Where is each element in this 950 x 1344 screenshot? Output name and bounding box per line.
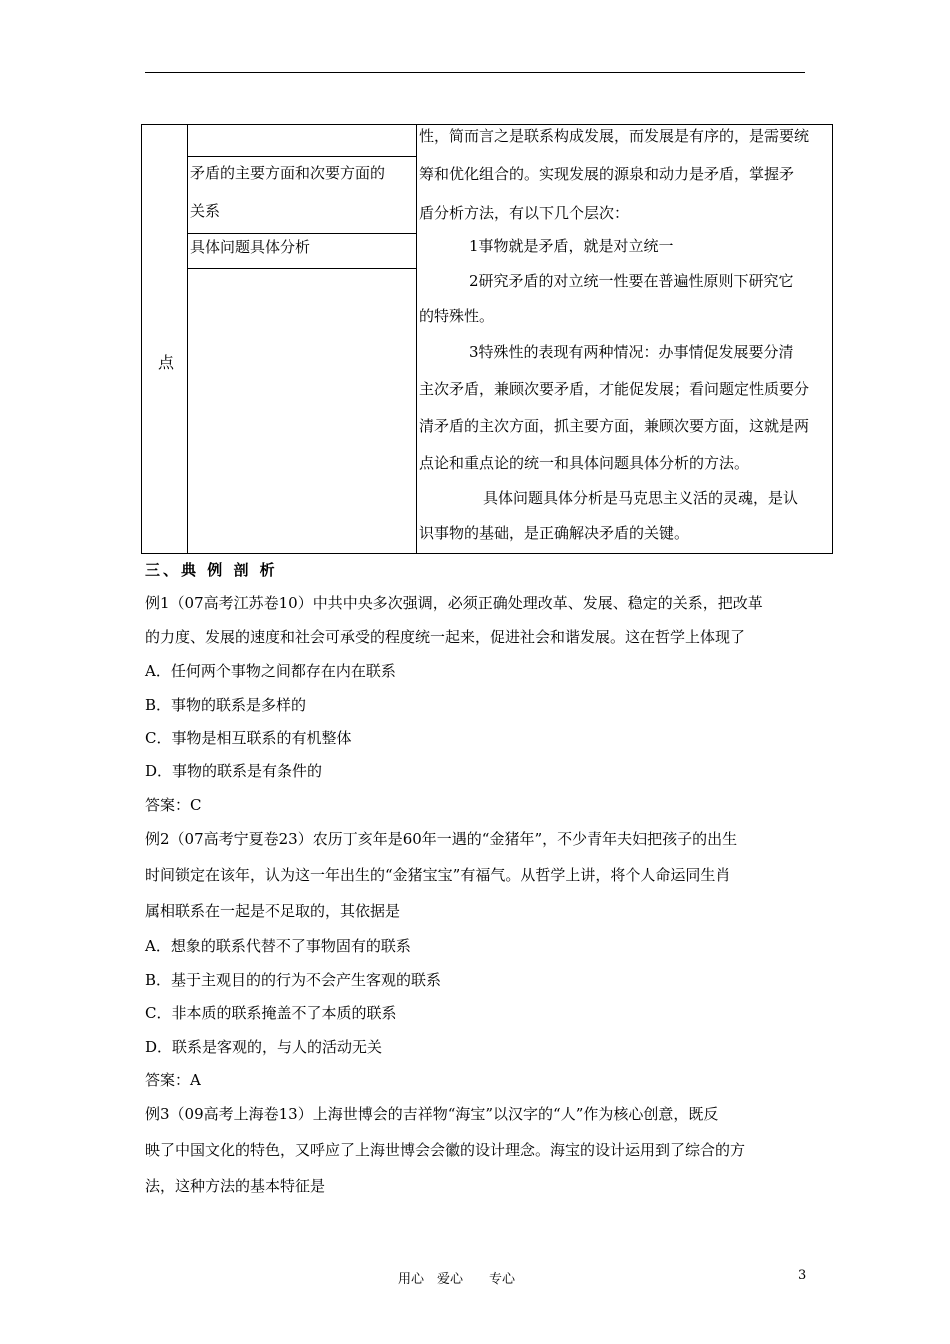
table-row-line-3 bbox=[188, 268, 416, 269]
footer-motto: 用心 爱心 专心 bbox=[398, 1272, 516, 1287]
example-2-stem-line1: 例2（07高考宁夏卷23）农历丁亥年是60年一遇的“金猪年”，不少青年夫妇把孩子的出生 bbox=[145, 830, 738, 848]
example-3-stem-line1: 例3（09高考上海卷13）上海世博会的吉祥物“海宝”以汉字的“人”作为核心创意，既反 bbox=[145, 1105, 719, 1123]
table-divider-right bbox=[416, 124, 417, 554]
example-1-stem-line1: 例1（07高考江苏卷10）中共中央多次强调，必须正确处理改革、发展、稳定的关系，把改革 bbox=[145, 594, 763, 612]
table-row-line-2 bbox=[188, 233, 416, 234]
table-right-line: 筹和优化组合的。实现发展的源泉和动力是矛盾，掌握矛 bbox=[419, 165, 795, 183]
example-2-stem-line2: 时间锁定在该年，认为这一年出生的“金猪宝宝”有福气。从哲学上讲，将个人命运同生肖 bbox=[145, 866, 731, 884]
table-right-line: 盾分析方法，有以下几个层次： bbox=[419, 204, 630, 222]
table-right-line: 识事物的基础，是正确解决矛盾的关键。 bbox=[419, 524, 690, 542]
section-heading: 三、典 例 剖 析 bbox=[145, 561, 278, 579]
table-divider-left bbox=[187, 124, 188, 554]
example-3-stem-line3: 法，这种方法的基本特征是 bbox=[145, 1177, 326, 1195]
table-right-line: 1事物就是矛盾，就是对立统一 bbox=[469, 237, 674, 255]
table-right-line: 主次矛盾，兼顾次要矛盾，才能促发展；看问题定性质要分 bbox=[419, 380, 810, 398]
table-right-line: 具体问题具体分析是马克思主义活的灵魂，是认 bbox=[483, 489, 799, 507]
example-3-stem-line2: 映了中国文化的特色，又呼应了上海世博会会徽的设计理念。海宝的设计运用到了综合的方 bbox=[145, 1141, 746, 1159]
knowledge-table bbox=[141, 124, 833, 554]
table-row-line-1 bbox=[188, 156, 416, 157]
table-right-line: 的特殊性。 bbox=[419, 307, 495, 325]
example-1-stem-line2: 的力度、发展的速度和社会可承受的程度统一起来，促进社会和谐发展。这在哲学上体现了 bbox=[145, 628, 746, 646]
table-right-line: 2研究矛盾的对立统一性要在普遍性原则下研究它 bbox=[469, 272, 794, 290]
table-cell-main-minor-line1: 矛盾的主要方面和次要方面的 bbox=[190, 164, 386, 182]
table-right-line: 性，简而言之是联系构成发展，而发展是有序的，是需要统 bbox=[419, 127, 810, 145]
example-2-option-d: D．联系是客观的，与人的活动无关 bbox=[145, 1038, 383, 1056]
page-number: 3 bbox=[798, 1268, 807, 1283]
table-right-line: 清矛盾的主次方面，抓主要方面，兼顾次要方面，这就是两 bbox=[419, 417, 810, 435]
example-1-answer: 答案：C bbox=[145, 796, 202, 814]
table-left-label: 点 bbox=[158, 353, 175, 372]
example-1-option-d: D．事物的联系是有条件的 bbox=[145, 762, 323, 780]
header-rule bbox=[145, 72, 805, 73]
table-right-line: 点论和重点论的统一和具体问题具体分析的方法。 bbox=[419, 454, 750, 472]
example-2-option-c: C．非本质的联系掩盖不了本质的联系 bbox=[145, 1004, 397, 1022]
table-cell-concrete-analysis: 具体问题具体分析 bbox=[190, 238, 311, 256]
table-right-line: 3特殊性的表现有两种情况：办事情促发展要分清 bbox=[469, 343, 794, 361]
example-2-option-a: A．想象的联系代替不了事物固有的联系 bbox=[145, 937, 411, 955]
example-2-answer: 答案：A bbox=[145, 1071, 201, 1089]
example-1-option-a: A．任何两个事物之间都存在内在联系 bbox=[145, 662, 396, 680]
example-2-option-b: B．基于主观目的的行为不会产生客观的联系 bbox=[145, 971, 442, 989]
table-cell-main-minor-line2: 关系 bbox=[190, 202, 221, 220]
example-1-option-c: C．事物是相互联系的有机整体 bbox=[145, 729, 352, 747]
example-1-option-b: B．事物的联系是多样的 bbox=[145, 696, 307, 714]
example-2-stem-line3: 属相联系在一起是不足取的，其依据是 bbox=[145, 902, 401, 920]
